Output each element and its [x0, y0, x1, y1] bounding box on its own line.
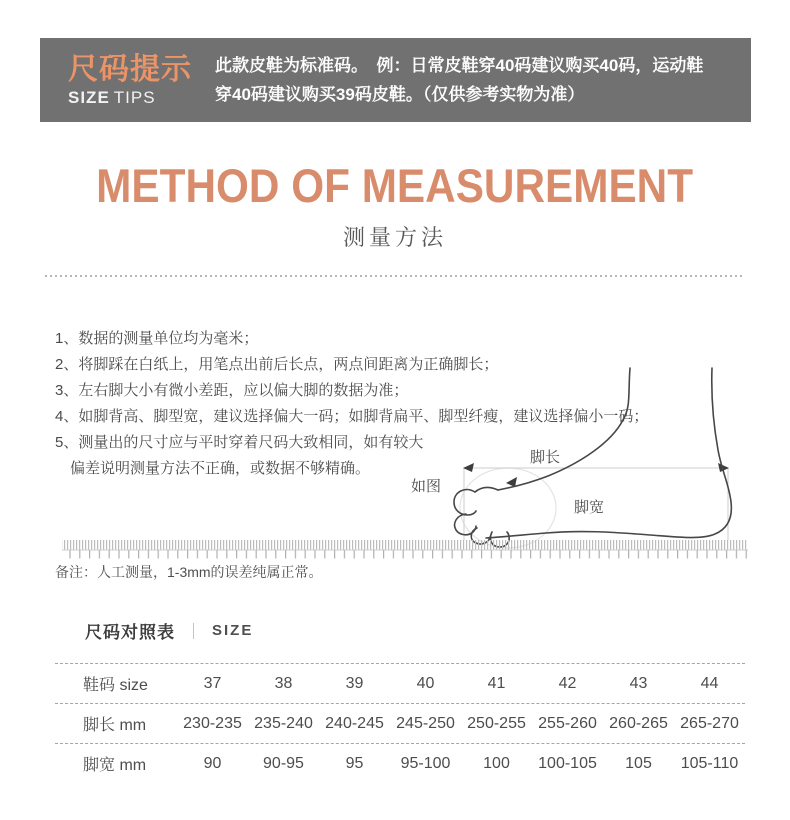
- table-cell: 38: [274, 674, 293, 692]
- table-cell: 240-245: [325, 714, 384, 732]
- banner-description-line2: 穿40码建议购买39码皮鞋。（仅供参考实物为准）: [215, 85, 585, 104]
- banner-title-block: [40, 53, 215, 108]
- table-cell: 90-95: [263, 754, 304, 772]
- row-label: 鞋码 size: [83, 677, 148, 694]
- note-line: 4、如脚背高、脚型宽，建议选择偏大一码；如脚背扁平、脚型纤瘦，建议选择偏小一码；: [55, 408, 649, 425]
- foot-width-label: 脚宽: [573, 499, 605, 516]
- remark-note: 备注：人工测量，1-3mm的误差纯属正常。: [55, 564, 323, 580]
- table-cell: 250-255: [467, 714, 526, 732]
- banner-title-en: [68, 88, 215, 108]
- table-cell: 43: [629, 674, 648, 692]
- size-tips-banner: [40, 38, 751, 122]
- table-cell: 265-270: [680, 714, 739, 732]
- table-cell: 42: [558, 674, 577, 692]
- table-cell: 230-235: [183, 714, 242, 732]
- foot-length-label: 脚长: [529, 449, 561, 466]
- table-cell: 260-265: [609, 714, 668, 732]
- row-label: 脚宽 mm: [83, 757, 147, 774]
- note-line: 2、将脚踩在白纸上，用笔点出前后长点，两点间距离为正确脚长；: [55, 356, 499, 373]
- arrow-left-icon: [463, 463, 474, 472]
- banner-title-en-light: TIPS: [113, 87, 156, 107]
- table-cell: 105: [625, 754, 652, 772]
- section-title: [0, 158, 790, 213]
- table-cell: 95-100: [400, 754, 451, 772]
- table-cell: 41: [487, 674, 506, 692]
- foot-outline: [454, 368, 731, 547]
- banner-description-line1: 此款皮鞋为标准码。 例：日常皮鞋穿40码建议购买40码，运动鞋: [215, 56, 704, 75]
- table-row: [55, 743, 745, 783]
- row-label: 脚长 mm: [83, 717, 147, 734]
- table-cell: 95: [345, 754, 364, 772]
- banner-title-en-bold: SIZE: [68, 87, 110, 107]
- table-cell: 44: [700, 674, 719, 692]
- size-chart-title: [85, 618, 253, 643]
- title-divider: [193, 623, 194, 639]
- note-line: 1、数据的测量单位均为毫米；: [55, 330, 259, 347]
- table-cell: 40: [416, 674, 435, 692]
- note-line: 3、左右脚大小有微小差距，应以偏大脚的数据为准；: [55, 382, 409, 399]
- note-line: 5、测量出的尺寸应与平时穿着尺码大致相同，如有较大: [55, 434, 424, 451]
- dotted-separator: [45, 275, 742, 277]
- ruler: [62, 540, 748, 559]
- banner-description: [215, 51, 751, 109]
- table-cell: 100-105: [538, 754, 597, 772]
- as-shown-label: 如图: [410, 478, 442, 495]
- table-cell: 245-250: [396, 714, 455, 732]
- table-cell: 255-260: [538, 714, 597, 732]
- table-cell: 39: [345, 674, 364, 692]
- size-chart-table: [55, 663, 745, 783]
- foot-measurement-diagram: [40, 300, 750, 562]
- table-row: [55, 663, 745, 703]
- table-cell: 105-110: [680, 754, 739, 772]
- section-title-cn: 测量方法: [342, 225, 447, 250]
- table-cell: 100: [483, 754, 510, 772]
- table-cell: 90: [203, 754, 222, 772]
- size-chart-title-en: SIZE: [212, 622, 254, 639]
- banner-title-cn: 尺码提示: [68, 52, 192, 86]
- table-row: [55, 703, 745, 743]
- table-cell: 235-240: [254, 714, 313, 732]
- section-title-en: METHOD OF MEASUREMENT: [96, 159, 694, 212]
- table-cell: 37: [203, 674, 222, 692]
- size-chart-title-cn: 尺码对照表: [85, 623, 175, 642]
- note-line: 偏差说明测量方法不正确，或数据不够精确。: [55, 460, 371, 477]
